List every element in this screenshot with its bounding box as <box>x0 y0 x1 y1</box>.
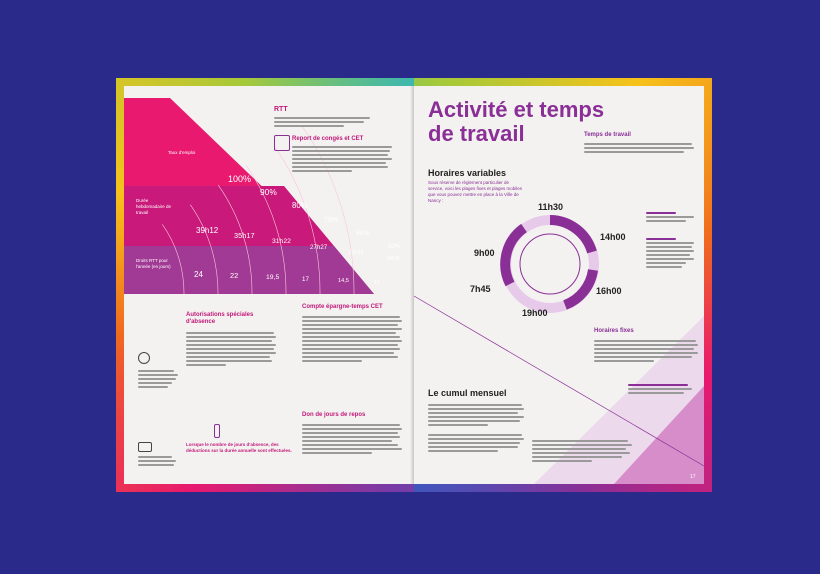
calculator-icon <box>274 135 290 151</box>
rtt-value: 14,5 <box>338 278 349 284</box>
report-heading: Report de congés et CET <box>292 136 364 142</box>
report-text-block <box>292 144 392 174</box>
clock-label-top: 11h30 <box>538 202 564 212</box>
speech-bubble-icon <box>138 442 152 452</box>
note-text: Lorsque le nombre de jours d'absence, des déductions sur la durée annuelle sont effectuées. <box>186 442 292 453</box>
row-label-rtt: Droits RTT pour l'année (en jours) <box>136 258 171 269</box>
legend-block-2 <box>646 236 696 270</box>
cumul-text-block-2 <box>532 438 632 464</box>
rtt-value: 12 <box>374 280 380 286</box>
don-heading: Don de jours de repos <box>302 412 366 418</box>
hours-value: 27h27 <box>310 244 328 251</box>
autorisations-heading: Autorisations spéciales d'absence <box>186 312 254 325</box>
left-page <box>124 86 414 484</box>
percent-value: 70% <box>324 215 339 224</box>
temps-heading: Temps de travail <box>584 132 631 138</box>
hours-value: 39h12 <box>196 226 219 235</box>
percent-value: 100% <box>228 174 252 184</box>
page-title-line2: de travail <box>428 121 525 146</box>
autorisations-text-block <box>186 330 276 368</box>
percent-value: 60% <box>356 230 370 237</box>
hours-value: 19h36 <box>386 256 400 262</box>
rtt-value: 22 <box>230 271 239 280</box>
brochure-spread <box>116 78 712 492</box>
info-icon <box>214 424 220 438</box>
rtt-value: 24 <box>194 270 203 279</box>
sidebar-note-block <box>138 368 180 390</box>
clock-label-right-upper: 14h00 <box>600 232 626 242</box>
cumul-heading: Le cumul mensuel <box>428 388 507 398</box>
compte-heading: Compte épargne-temps CET <box>302 304 383 310</box>
page-number: 17 <box>690 474 696 480</box>
horaires-fixes-heading: Horaires fixes <box>594 328 634 334</box>
rtt-text-block <box>274 115 374 129</box>
row-label-taux: Taux d'emploi <box>168 150 196 155</box>
rtt-value: 17 <box>302 276 309 283</box>
legend-block-1 <box>646 210 696 224</box>
sidebar-note-block-2 <box>138 454 180 468</box>
horaires-fixes-text-block <box>594 338 698 364</box>
right-page <box>414 86 704 484</box>
note-block-right <box>628 382 698 396</box>
temps-text-block <box>584 141 694 155</box>
percent-value: 80% <box>292 201 308 210</box>
clock-label-left: 9h00 <box>474 248 495 258</box>
hours-value: 35h17 <box>234 231 255 240</box>
don-text-block <box>302 422 402 456</box>
page-title-line1: Activité et temps <box>428 97 605 122</box>
clock-label-left-lower: 7h45 <box>470 284 491 294</box>
clock-label-right-lower: 16h00 <box>596 286 622 296</box>
fan-row-3 <box>124 246 374 294</box>
percent-value: 90% <box>260 187 277 197</box>
percent-value: 50% <box>388 244 401 250</box>
rtt-heading: RTT <box>274 106 288 113</box>
horaires-variables-sub: Sous réserve de règlement particulier de service, voici les plages fixes et plages mobiles que vous pouvez mettre en place à la Ville de Nancy : <box>428 180 523 203</box>
horaires-clock <box>490 204 610 324</box>
hours-value: 31h22 <box>272 238 291 245</box>
rtt-value: 19,5 <box>266 274 280 281</box>
hours-value: 23h31 <box>348 250 364 256</box>
cumul-text-block <box>428 402 524 454</box>
horaires-variables-heading: Horaires variables <box>428 168 507 178</box>
compte-text-block <box>302 314 402 364</box>
clock-label-bottom: 19h00 <box>522 308 548 318</box>
row-label-duree: Durée hebdomadaire de travail <box>136 198 172 215</box>
search-icon <box>138 352 150 364</box>
